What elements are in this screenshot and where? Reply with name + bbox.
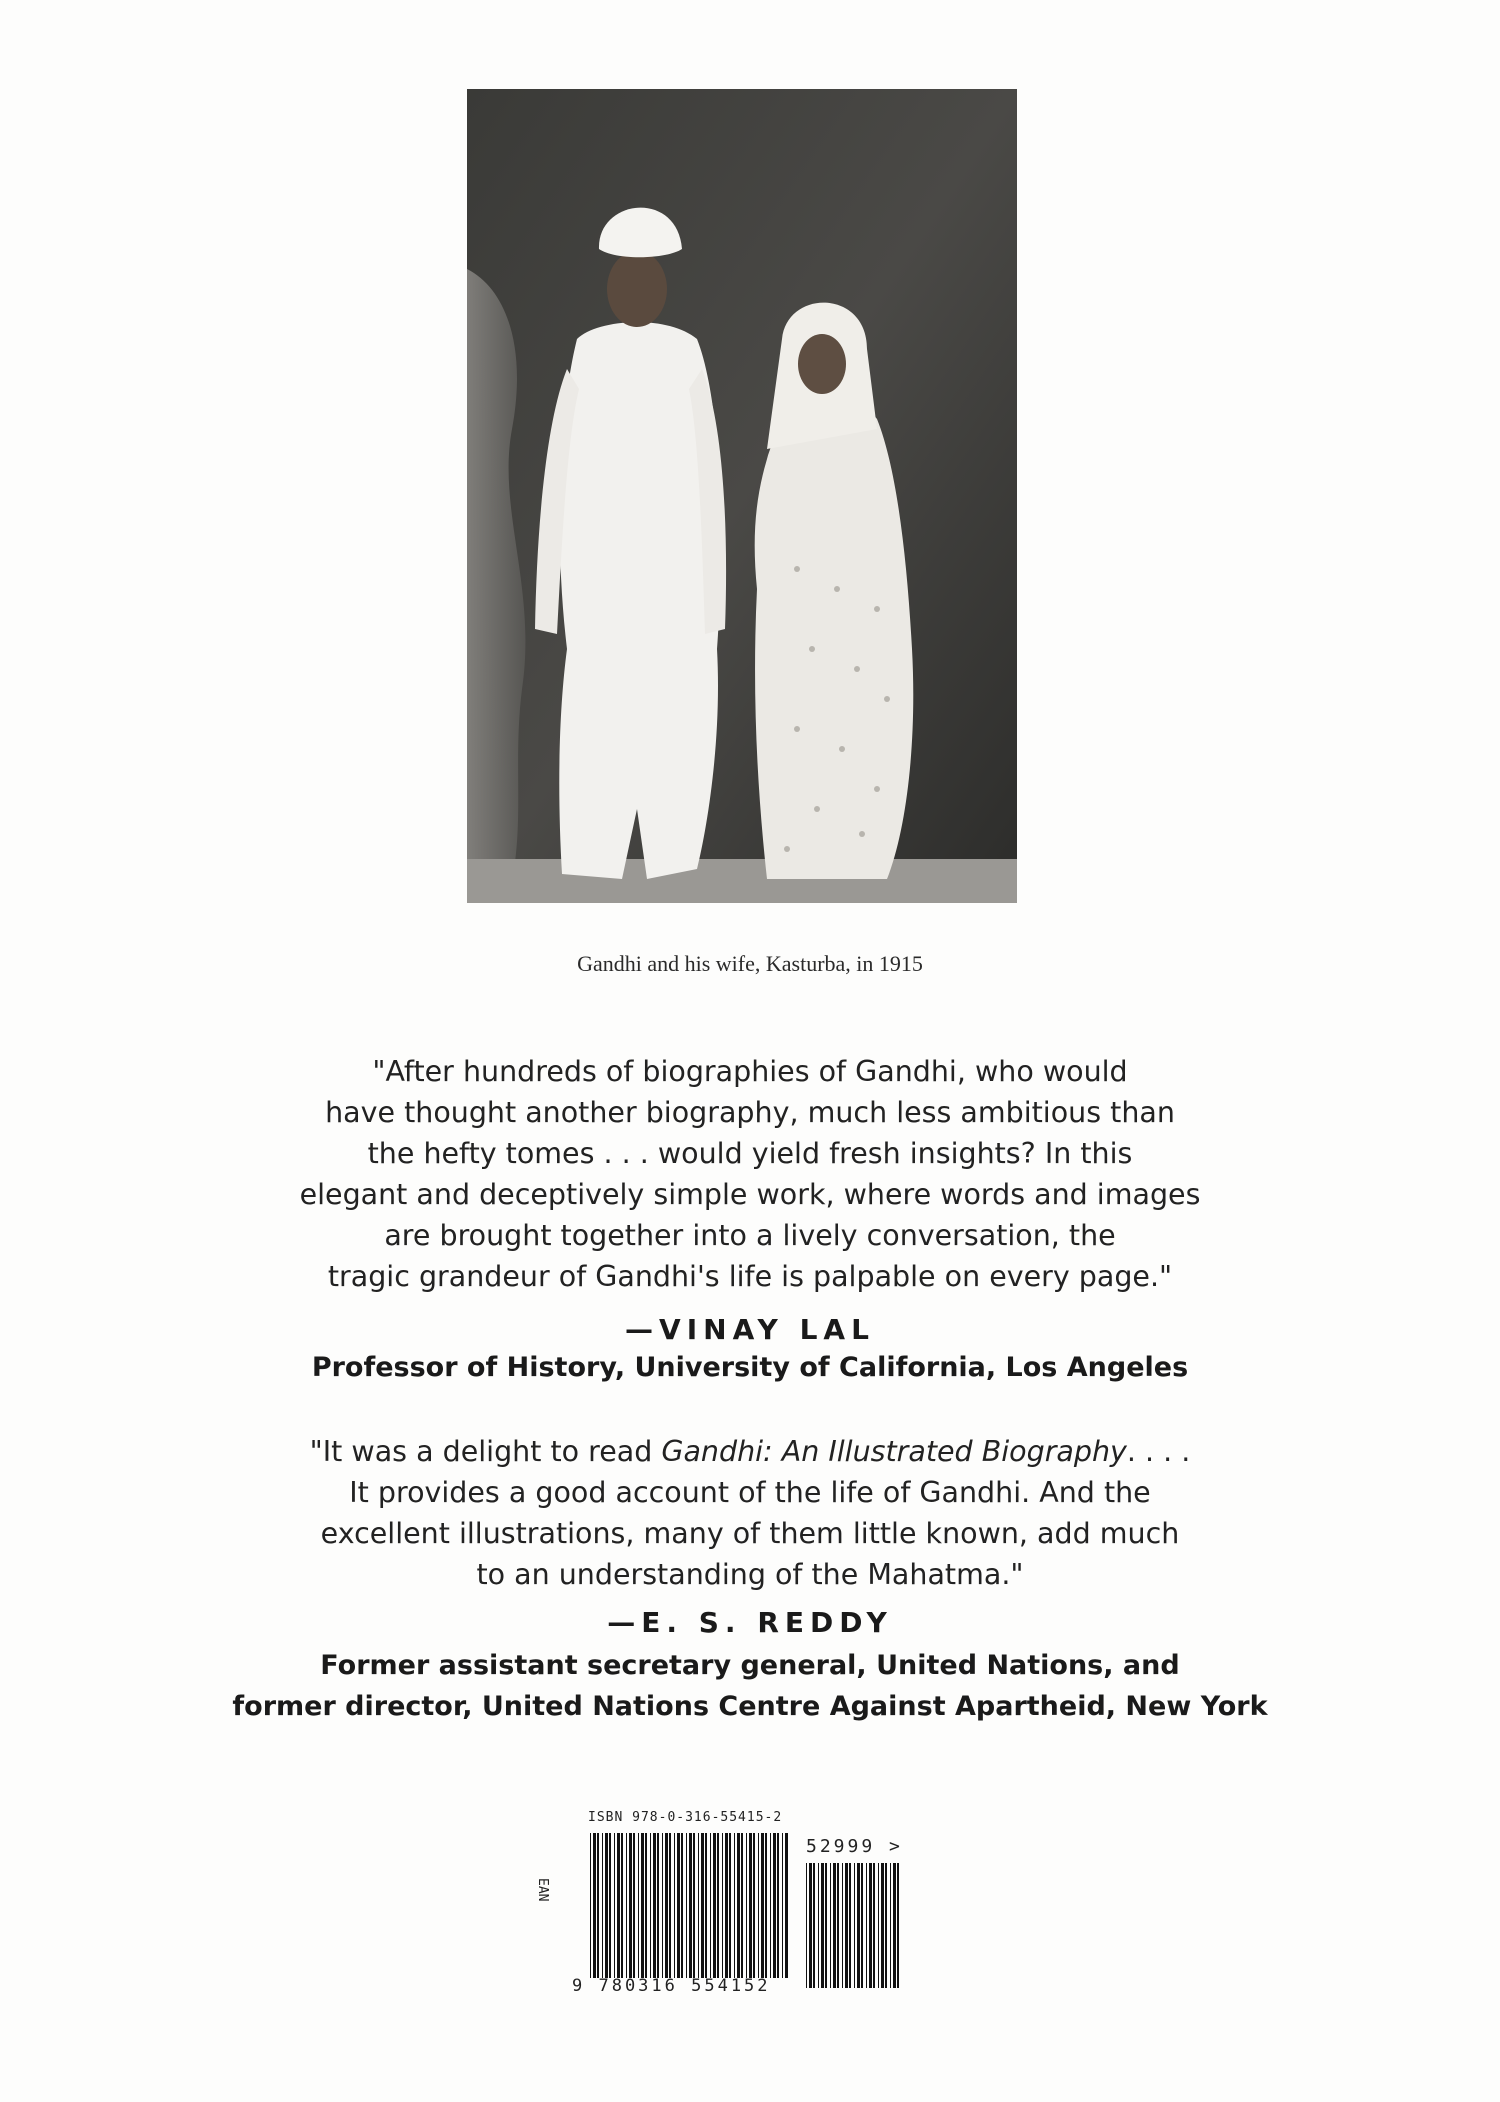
cover-photograph [467,89,1017,903]
barcode-bar [825,1863,827,1988]
barcode-bar [777,1833,779,1978]
price-marker: > [889,1836,903,1857]
affiliation-line: Professor of History, University of California, Los Angeles [311,1352,1189,1383]
barcode-bar [813,1863,815,1988]
price-addon-bars [806,1863,904,1988]
barcode-bar [833,1863,836,1988]
quote-line: It provides a good account of the life of Gandhi. And the [349,1476,1151,1509]
barcode-bar [621,1833,623,1978]
isbn-number: ISBN 978-0-316-55415-2 [588,1810,783,1825]
barcode-bar [626,1833,627,1978]
barcode-digits: 9 780316 554152 [572,1976,771,1996]
barcode-bar [662,1833,663,1978]
barcode-bar [722,1833,723,1978]
barcode-bar [701,1833,704,1978]
affiliation-line: Former assistant secretary general, United Nations, and [320,1650,1180,1681]
barcode-bar [806,1863,807,1988]
barcode-bar [770,1833,771,1978]
barcode-bar [669,1833,671,1978]
barcode-bar [645,1833,647,1978]
barcode-bar [638,1833,639,1978]
barcode-bar [746,1833,747,1978]
barcode-bar [818,1863,819,1988]
blurb-affiliation-2 [100,1645,1400,1727]
barcode-bar [809,1863,812,1988]
blurb-quote-2 [200,1431,1300,1595]
quote-line: to an understanding of the Mahatma." [476,1558,1024,1591]
blurb-author-1: —VINAY LAL [625,1313,875,1346]
barcode-bar [593,1833,596,1978]
blurb-author-2: —E. S. REDDY [607,1606,893,1639]
quote-line [200,1431,1300,1472]
barcode-bar [590,1833,591,1978]
barcode-bar [773,1833,776,1978]
barcode-bar [657,1833,659,1978]
photo-gandhi-kasturba [467,89,1017,903]
barcode-bar [597,1833,599,1978]
barcode-bar [758,1833,759,1978]
barcode-bar [866,1863,867,1988]
barcode-bar [614,1833,615,1978]
quote-line: "After hundreds of biographies of Gandhi, who would [372,1055,1128,1088]
barcode-bar [761,1833,764,1978]
barcode-bar [782,1833,783,1978]
barcode-bar [749,1833,752,1978]
isbn-barcode [530,1808,950,1998]
quote-line: tragic grandeur of Gandhi's life is palpable on every page." [327,1260,1173,1293]
barcode-bar [890,1863,891,1988]
barcode-bar [869,1863,872,1988]
price-code-digits: 52999 [806,1836,876,1857]
barcode-bar [650,1833,651,1978]
barcode-bar [737,1833,740,1978]
photo-caption: Gandhi and his wife, Kasturba, in 1915 [577,951,923,976]
barcode-bar [677,1833,680,1978]
barcode-bar [710,1833,711,1978]
barcode-bar [830,1863,831,1988]
barcode-bar [681,1833,683,1978]
quote-line: elegant and deceptively simple work, where words and images [299,1178,1201,1211]
blurb-affiliation-1 [100,1347,1400,1388]
book-title: Gandhi: An Illustrated Biography [661,1435,1127,1468]
quote-line: the hefty tomes . . . would yield fresh insights? In this [367,1137,1133,1170]
barcode-bar [885,1863,887,1988]
barcode-bar [705,1833,707,1978]
barcode-bar [881,1863,884,1988]
barcode-bar [821,1863,824,1988]
barcode-bar [845,1863,848,1988]
quote-line-prefix: "It was a delight to read [309,1435,662,1468]
barcode-bar [653,1833,656,1978]
barcode-bar [734,1833,735,1978]
barcode-bar [873,1863,875,1988]
ean-barcode-bars [590,1833,790,1978]
barcode-bar [893,1863,896,1988]
barcode-bar [713,1833,716,1978]
barcode-bar [849,1863,851,1988]
ean-label: EAN [535,1878,550,1902]
barcode-bar [837,1863,839,1988]
barcode-bar [605,1833,608,1978]
barcode-bar [602,1833,603,1978]
barcode-bar [633,1833,635,1978]
quote-line: excellent illustrations, many of them little known, add much [320,1517,1180,1550]
quote-line: are brought together into a lively conversation, the [384,1219,1116,1252]
barcode-bar [854,1863,855,1988]
blurb-quote-1 [200,1051,1300,1297]
barcode-bar [717,1833,719,1978]
barcode-bar [765,1833,767,1978]
barcode-bar [686,1833,687,1978]
price-code [806,1836,903,1857]
barcode-bar [741,1833,743,1978]
barcode-bar [698,1833,699,1978]
barcode-bar [785,1833,788,1978]
barcode-bar [878,1863,879,1988]
barcode-bar [689,1833,692,1978]
affiliation-line: former director, United Nations Centre Against Apartheid, New York [232,1691,1268,1722]
barcode-bar [641,1833,644,1978]
quote-line-suffix: . . . . [1126,1435,1191,1468]
barcode-bar [674,1833,675,1978]
barcode-bar [729,1833,731,1978]
quote-line: have thought another biography, much less ambitious than [325,1096,1175,1129]
barcode-bar [629,1833,632,1978]
barcode-bar [693,1833,695,1978]
barcode-bar [861,1863,863,1988]
barcode-bar [842,1863,843,1988]
barcode-bar [665,1833,668,1978]
barcode-bar [609,1833,611,1978]
barcode-bar [753,1833,755,1978]
barcode-bar [857,1863,860,1988]
barcode-bar [897,1863,899,1988]
barcode-bar [617,1833,620,1978]
barcode-bar [725,1833,728,1978]
